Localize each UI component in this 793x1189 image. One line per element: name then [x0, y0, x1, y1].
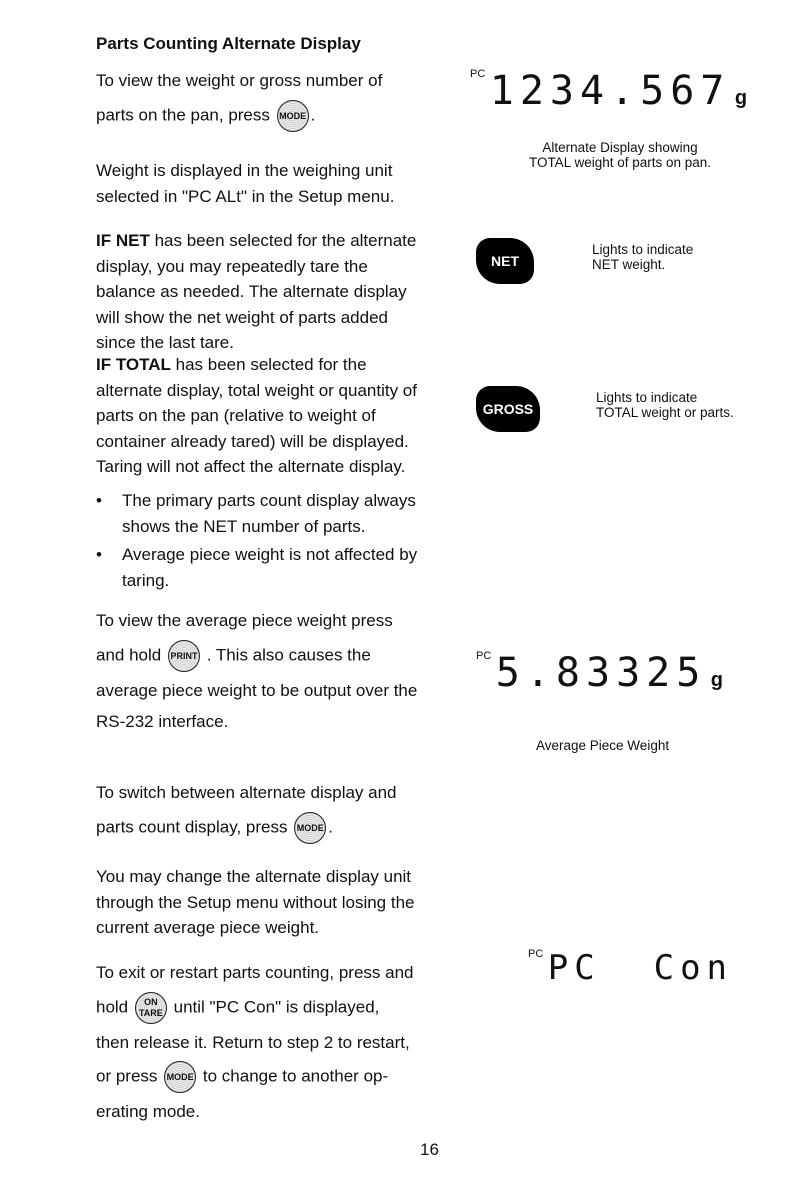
- on-tare-button-icon: ON TARE: [135, 992, 167, 1024]
- net-indicator-icon: NET: [476, 238, 534, 284]
- lcd-display-total: [470, 68, 770, 114]
- paragraph-view-weight: To view the weight or gross number of parts on the pan, press MODE .: [96, 68, 421, 132]
- paragraph-exit-restart: To exit or restart parts counting, press and hold ON TARE until "PC Con" is displayed, then release it. Return to step 2 to restart, or press MODE to change to another op- erating mode.: [96, 963, 414, 1121]
- lcd-digits: PC Con: [547, 948, 734, 988]
- lcd-display-pc-con: [528, 948, 768, 988]
- caption-total: Alternate Display showing TOTAL weight of parts on pan.: [528, 140, 712, 170]
- section-heading: Parts Counting Alternate Display: [96, 34, 361, 53]
- paragraph-change-unit: You may change the alternate display unit through the Setup menu without losing the current average piece weight.: [96, 867, 415, 937]
- mode-button-icon: MODE: [277, 100, 309, 132]
- caption-average: Average Piece Weight: [536, 738, 670, 753]
- paragraph-switch-display: To switch between alternate display and parts count display, press MODE .: [96, 780, 421, 844]
- lcd-digits: 1234.567: [489, 68, 731, 114]
- mode-button-icon: MODE: [164, 1061, 196, 1093]
- mode-button-icon: MODE: [294, 812, 326, 844]
- bullet-net-count: • The primary parts count display always shows the NET number of parts.: [122, 488, 422, 539]
- print-button-icon: PRINT: [168, 640, 200, 672]
- lcd-display-average: [476, 650, 776, 696]
- lcd-digits: 5.83325: [495, 650, 707, 696]
- paragraph-if-net: IF NET has been selected for the alternate display, you may repeatedly tare the balance as needed. The alternate display will show the net weight of parts added since the last tare.: [96, 231, 417, 352]
- bullet-avg-weight: • Average piece weight is not affected by taring.: [122, 542, 422, 593]
- caption-net: Lights to indicate NET weight.: [592, 242, 694, 272]
- caption-gross: Lights to indicate TOTAL weight or parts.: [596, 390, 734, 420]
- paragraph-average-piece: To view the average piece weight press and hold PRINT . This also causes the average piece weight to be output over the RS-232 interface.: [96, 611, 418, 731]
- unit-label: g: [734, 87, 748, 109]
- paragraph-if-total: IF TOTAL has been selected for the alternate display, total weight or quantity of parts on the pan (relative to weight of container already tared) will be displayed. Taring will not affect the alternate display.: [96, 355, 417, 476]
- pc-indicator: PC: [476, 650, 492, 662]
- page-number: 16: [420, 1140, 439, 1159]
- unit-label: g: [710, 669, 723, 691]
- gross-indicator-icon: GROSS: [476, 386, 540, 432]
- pc-indicator: PC: [470, 68, 486, 80]
- pc-indicator: PC: [528, 948, 544, 960]
- paragraph-weight-unit: Weight is displayed in the weighing unit selected in "PC ALt" in the Setup menu.: [96, 161, 395, 206]
